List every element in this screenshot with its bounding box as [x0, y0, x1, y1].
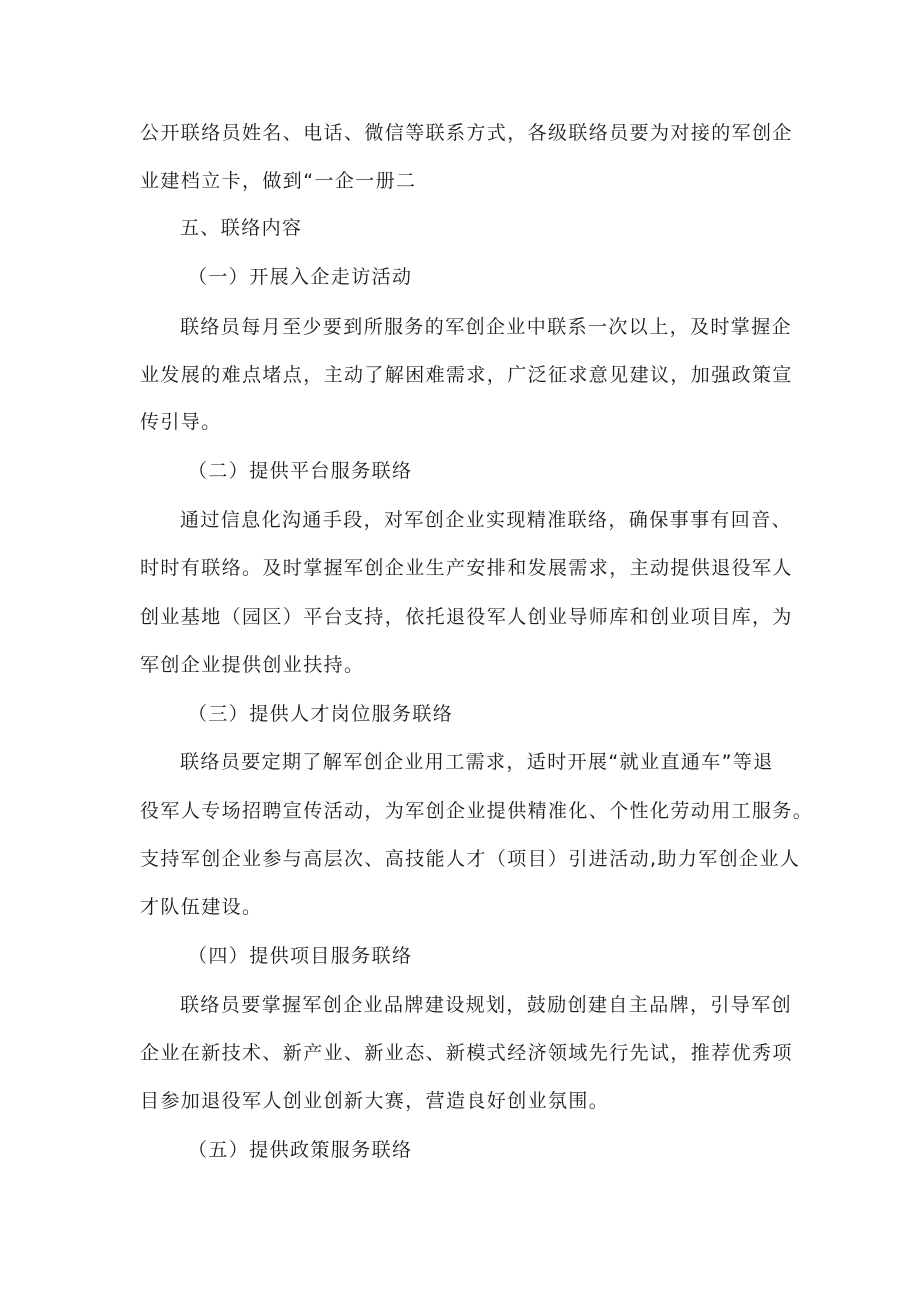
paragraph-contact-disclosure-line-1: 公开联络员姓名、电话、微信等联系方式，各级联络员要为对接的军创企 [140, 122, 793, 144]
paragraph-project-line-3: 目参加退役军人创业创新大赛，营造良好创业氛围。 [140, 1090, 610, 1112]
paragraph-platform-line-4: 军创企业提供创业扶持。 [140, 654, 365, 676]
subheading-platform-service: （二）提供平台服务联络 [188, 460, 413, 482]
paragraph-project-line-1: 联络员要掌握军创企业品牌建设规划，鼓励创建自主品牌，引导军创 [180, 994, 793, 1016]
paragraph-talent-line-3: 支持军创企业参与高层次、高技能人才（项目）引进活动,助力军创企业人 [140, 848, 801, 870]
paragraph-platform-line-3: 创业基地（园区）平台支持，依托退役军人创业导师库和创业项目库，为 [140, 606, 793, 628]
paragraph-talent-line-2: 役军人专场招聘宣传活动，为军创企业提供精准化、个性化劳动用工服务。 [140, 800, 814, 822]
paragraph-talent-line-1: 联络员要定期了解军创企业用工需求，适时开展“就业直通车”等退 [180, 751, 774, 773]
paragraph-talent-line-4: 才队伍建设。 [140, 896, 263, 918]
paragraph-platform-line-1: 通过信息化沟通手段，对军创企业实现精准联络，确保事事有回音、 [180, 509, 793, 531]
paragraph-visits-line-1: 联络员每月至少要到所服务的军创企业中联系一次以上，及时掌握企 [180, 316, 793, 338]
paragraph-contact-disclosure-line-2: 业建档立卡，做到“一企一册二 [140, 170, 417, 192]
subheading-enterprise-visits: （一）开展入企走访活动 [188, 266, 413, 288]
subheading-policy-service: （五）提供政策服务联络 [188, 1139, 413, 1161]
paragraph-visits-line-2: 业发展的难点堵点，主动了解困难需求，广泛征求意见建议，加强政策宣 [140, 364, 793, 386]
subheading-talent-service: （三）提供人才岗位服务联络 [188, 703, 454, 725]
subheading-project-service: （四）提供项目服务联络 [188, 945, 413, 967]
paragraph-visits-line-3: 传引导。 [140, 411, 222, 433]
paragraph-project-line-2: 企业在新技术、新产业、新业态、新模式经济领域先行先试，推荐优秀项 [140, 1042, 793, 1064]
paragraph-platform-line-2: 时时有联络。及时掌握军创企业生产安排和发展需求，主动提供退役军人 [140, 557, 793, 579]
section-heading-liaison-content: 五、联络内容 [180, 217, 303, 239]
